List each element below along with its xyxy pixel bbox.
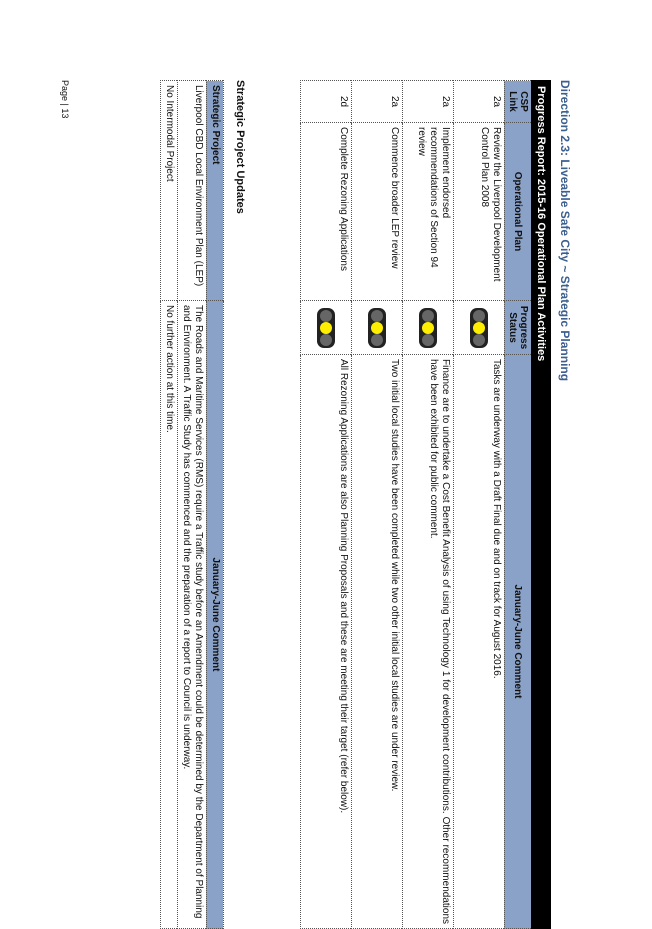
column-header-comment: January-June Comment — [505, 355, 532, 929]
table-row — [161, 81, 178, 929]
operational-plan-cell: Implement endorsed recommendations of Section 94 review — [403, 123, 454, 301]
table-row — [178, 81, 207, 929]
column-header-progress-status: Progress Status — [505, 301, 532, 355]
comment-cell: Tasks are underway with a Draft Final due and on track for August 2016. — [454, 355, 505, 929]
strategic-section-title: Strategic Project Updates — [234, 80, 246, 214]
page-heading: Direction 2.3: Liveable Safe City ~ Strategic Planning — [558, 80, 572, 382]
progress-status-cell — [454, 301, 505, 355]
column-header-operational-plan: Operational Plan — [505, 123, 532, 301]
comment-cell: The Roads and Maritime Services (RMS) require a Traffic study before an Amendment could be determined by the Department of Planning and Environment. A Traffic Study has commenced and the preparation of a report to Council is underway. — [178, 301, 207, 929]
column-header-csp-link: CSP Link — [505, 81, 532, 123]
traffic-light-icon — [419, 308, 437, 348]
operational-plan-table — [300, 80, 551, 929]
comment-cell: Two initial local studies have been completed while two other initial local studies are under review. — [352, 355, 403, 929]
table-row — [454, 81, 505, 929]
operational-plan-cell: Review the Liverpool Development Control Plan 2008 — [454, 123, 505, 301]
progress-status-cell — [352, 301, 403, 355]
strategic-project-cell: No Intermodal Project — [161, 81, 178, 301]
traffic-light-icon — [317, 308, 335, 348]
page-number: Page | 13 — [60, 80, 70, 119]
progress-status-cell — [403, 301, 454, 355]
csp-link-cell: 2a — [403, 81, 454, 123]
table-row — [301, 81, 352, 929]
table-row — [403, 81, 454, 929]
progress-status-cell — [301, 301, 352, 355]
operational-plan-cell: Commence broader LEP review — [352, 123, 403, 301]
csp-link-cell: 2a — [454, 81, 505, 123]
strategic-project-table — [160, 80, 224, 929]
csp-link-cell: 2d — [301, 81, 352, 123]
traffic-light-icon — [470, 308, 488, 348]
csp-link-cell: 2a — [352, 81, 403, 123]
operational-plan-cell: Complete Rezoning Applications — [301, 123, 352, 301]
comment-cell: No further action at this time. — [161, 301, 178, 929]
strategic-project-cell: Liverpool CBD Local Environment Plan (LEP) — [178, 81, 207, 301]
column-header-strategic-project: Strategic Project — [207, 81, 224, 301]
traffic-light-icon — [368, 308, 386, 348]
table-banner: Progress Report: 2015-16 Operational Plan Activities — [532, 81, 551, 929]
column-header-comment: January-June Comment — [207, 301, 224, 929]
table-row — [352, 81, 403, 929]
comment-cell: All Rezoning Applications are also Planning Proposals and these are meeting their target (refer below). — [301, 355, 352, 929]
comment-cell: Finance are to undertake a Cost Benefit Analysis of using Technology 1 for development contributions. Other recommendations have been exhibited for public comment. — [403, 355, 454, 929]
